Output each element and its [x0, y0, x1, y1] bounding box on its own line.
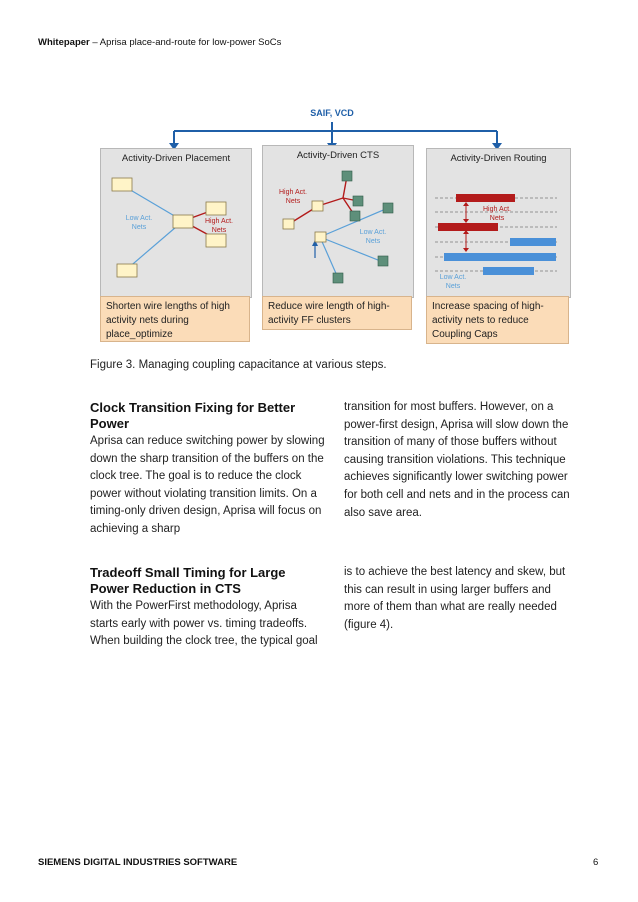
- section-2-left-column: [90, 565, 326, 651]
- panel-cts-title: Activity-Driven CTS: [296, 150, 380, 161]
- low-activity-wire: [444, 253, 556, 261]
- cell: [315, 232, 326, 242]
- ff-cell: [333, 273, 343, 283]
- section-1-right-column: [344, 399, 580, 522]
- section-2-left-text: With the PowerFirst methodology, Aprisa starts early with power vs. timing tradeoffs. When building the clock tree, the typical goal: [90, 600, 318, 648]
- high-act-label: High Act. Nets: [204, 218, 233, 234]
- low-act-label: Low Act. Nets: [439, 274, 467, 290]
- high-activity-wire: [438, 223, 498, 231]
- low-activity-wire: [510, 238, 556, 246]
- ff-cell: [353, 196, 363, 206]
- section-1-left-text: Aprisa can reduce switching power by slowing down the sharp transition of the buffers on the clock tree. The goal is to reduce the clock power without violating transition limits. On a timing-only driven design, Aprisa will focus on achieving a sharp: [90, 435, 325, 535]
- distribution-arrows: [92, 100, 582, 150]
- ff-cell: [378, 256, 388, 266]
- panel-routing: [426, 148, 571, 298]
- panel-routing-title: Activity-Driven Routing: [450, 153, 547, 164]
- cell: [206, 202, 226, 215]
- ff-cell: [350, 211, 360, 221]
- footer-company: SIEMENS DIGITAL INDUSTRIES SOFTWARE: [38, 857, 238, 868]
- low-activity-wire: [483, 267, 534, 275]
- section-1-heading: Clock Transition Fixing for Better Power: [90, 400, 296, 431]
- caption-placement: Shorten wire lengths of high activity nets during place_optimize: [100, 296, 250, 342]
- header-separator: –: [89, 37, 100, 48]
- figure-3: [92, 100, 582, 350]
- cell: [312, 201, 323, 211]
- cell: [117, 264, 137, 277]
- source-label: SAIF, VCD: [310, 108, 354, 118]
- panel-placement: [100, 148, 252, 298]
- panel-placement-title: Activity-Driven Placement: [121, 153, 231, 164]
- section-2-right-text: is to achieve the best latency and skew, but this can result in using larger buffers and more of them than what are really needed (figure 4).: [344, 566, 566, 631]
- caption-cts: Reduce wire length of high-activity FF clusters: [262, 296, 412, 330]
- ff-cell: [383, 203, 393, 213]
- cell: [283, 219, 294, 229]
- header-label: Whitepaper: [38, 37, 90, 48]
- caption-routing: Increase spacing of high-activity nets to reduce Coupling Caps: [426, 296, 569, 344]
- section-1-right-text: transition for most buffers. However, on a power-first design, Aprisa will slow down the transition of many of those buffers without causing transition violations. This technique achieves significantly lower switching power for both cell and nets and in the process can also save area.: [344, 401, 570, 519]
- cell: [206, 234, 226, 247]
- low-act-label: Low Act. Nets: [125, 215, 153, 231]
- high-act-label: High Act. Nets: [278, 189, 307, 205]
- section-2-right-column: [344, 564, 580, 634]
- low-act-label: Low Act. Nets: [359, 229, 387, 245]
- high-activity-wire: [456, 194, 515, 202]
- section-2-heading: Tradeoff Small Timing for Large Power Reduction in CTS: [90, 565, 286, 596]
- high-act-label: High Act. Nets: [482, 206, 511, 222]
- section-1-left-column: [90, 400, 326, 539]
- page-header: [38, 37, 281, 48]
- cell: [112, 178, 132, 191]
- footer-page-number: 6: [593, 857, 599, 868]
- header-title: Aprisa place-and-route for low-power SoCs: [99, 37, 282, 48]
- panel-cts: [262, 145, 414, 298]
- cell: [173, 215, 193, 228]
- ff-cell: [342, 171, 352, 181]
- figure-caption: Figure 3. Managing coupling capacitance at various steps.: [90, 359, 387, 371]
